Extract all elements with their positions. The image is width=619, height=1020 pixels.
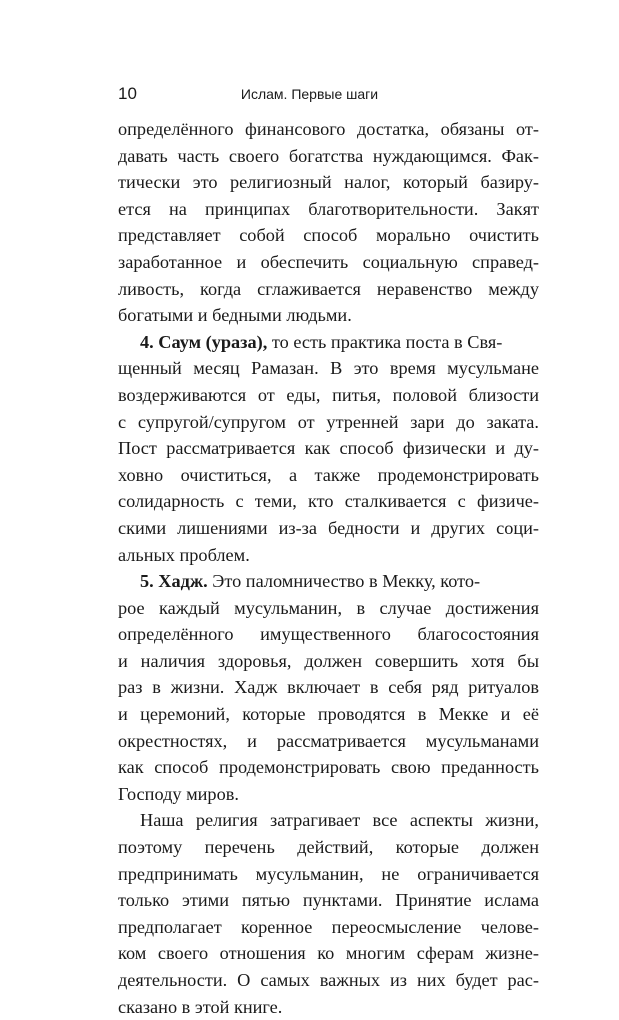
- item-heading-hajj: 5. Хадж.: [140, 571, 208, 592]
- text-line: с супругой/супругом от утренней зари до заката.: [118, 411, 539, 432]
- text-line: богатыми и бедными людьми.: [118, 305, 352, 326]
- text-line: только этими пятью пунктами. Принятие ислама: [118, 890, 539, 911]
- page-number: 10: [118, 84, 137, 103]
- text-line: Господу миров.: [118, 783, 239, 804]
- text-line: давать часть своего богатства нуждающимся. Фак-: [118, 145, 539, 166]
- text-line-rest: Это паломничество в Мекку, кото-: [207, 571, 481, 592]
- paragraph-saum: [118, 329, 539, 568]
- text-line-rest: то есть практика поста в Свя-: [267, 331, 503, 352]
- running-title: Ислам. Первые шаги: [240, 86, 379, 102]
- text-line: поэтому перечень действий, которые должен: [118, 837, 539, 858]
- paragraph-zakat-continuation: [118, 116, 539, 329]
- text-line: воздерживаются от еды, питья, половой близости: [118, 384, 539, 405]
- text-line: заработанное и обеспечить социальную справед-: [118, 251, 539, 272]
- text-line: тически это религиозный налог, который базиру-: [118, 172, 539, 193]
- text-line: предпринимать мусульманин, не ограничивается: [118, 863, 539, 884]
- text-line: представляет собой способ морально очистить: [118, 225, 539, 246]
- text-line: щенный месяц Рамазан. В это время мусульмане: [118, 358, 539, 379]
- text-line: определённого финансового достатка, обязаны от-: [118, 119, 539, 139]
- text-line: солидарность с теми, кто сталкивается с физиче-: [118, 491, 539, 512]
- text-line: Наша религия затрагивает все аспекты жизни,: [140, 810, 539, 831]
- text-line: ется на принципах благотворительности. Закят: [118, 198, 539, 219]
- item-heading-saum: 4. Саум (ураза),: [140, 331, 268, 352]
- text-line: окрестностях, и рассматривается мусульманами: [118, 730, 539, 751]
- text-line: как способ продемонстрировать свою преданность: [118, 757, 539, 778]
- text-line: раз в жизни. Хадж включает в себя ряд ритуалов: [118, 677, 539, 698]
- text-line: и наличия здоровья, должен совершить хотя бы: [118, 650, 539, 671]
- text-line: альных проблем.: [118, 544, 250, 565]
- paragraph-conclusion: [118, 807, 539, 1020]
- running-header: [118, 84, 501, 106]
- body-text: [118, 116, 539, 1020]
- text-line: рое каждый мусульманин, в случае достижения: [118, 597, 539, 618]
- text-line-first: [118, 329, 539, 356]
- text-line: и церемоний, которые проводятся в Мекке и её: [118, 704, 539, 725]
- paragraph-hajj: [118, 568, 539, 807]
- text-line: ховно очиститься, а также продемонстрировать: [118, 464, 539, 485]
- text-line: определённого имущественного благосостояния: [118, 624, 539, 645]
- text-line: ком своего отношения ко многим сферам жизне-: [118, 943, 539, 964]
- text-line: сказано в этой книге.: [118, 996, 283, 1017]
- text-line: предполагает коренное переосмысление челове-: [118, 916, 539, 937]
- text-line: скими лишениями из-за бедности и других соци-: [118, 517, 539, 538]
- text-line: ливость, когда сглаживается неравенство между: [118, 278, 539, 299]
- text-line-first: [118, 568, 539, 595]
- text-line: деятельности. О самых важных из них будет рас-: [118, 970, 539, 990]
- text-line: Пост рассматривается как способ физически и ду-: [118, 438, 539, 459]
